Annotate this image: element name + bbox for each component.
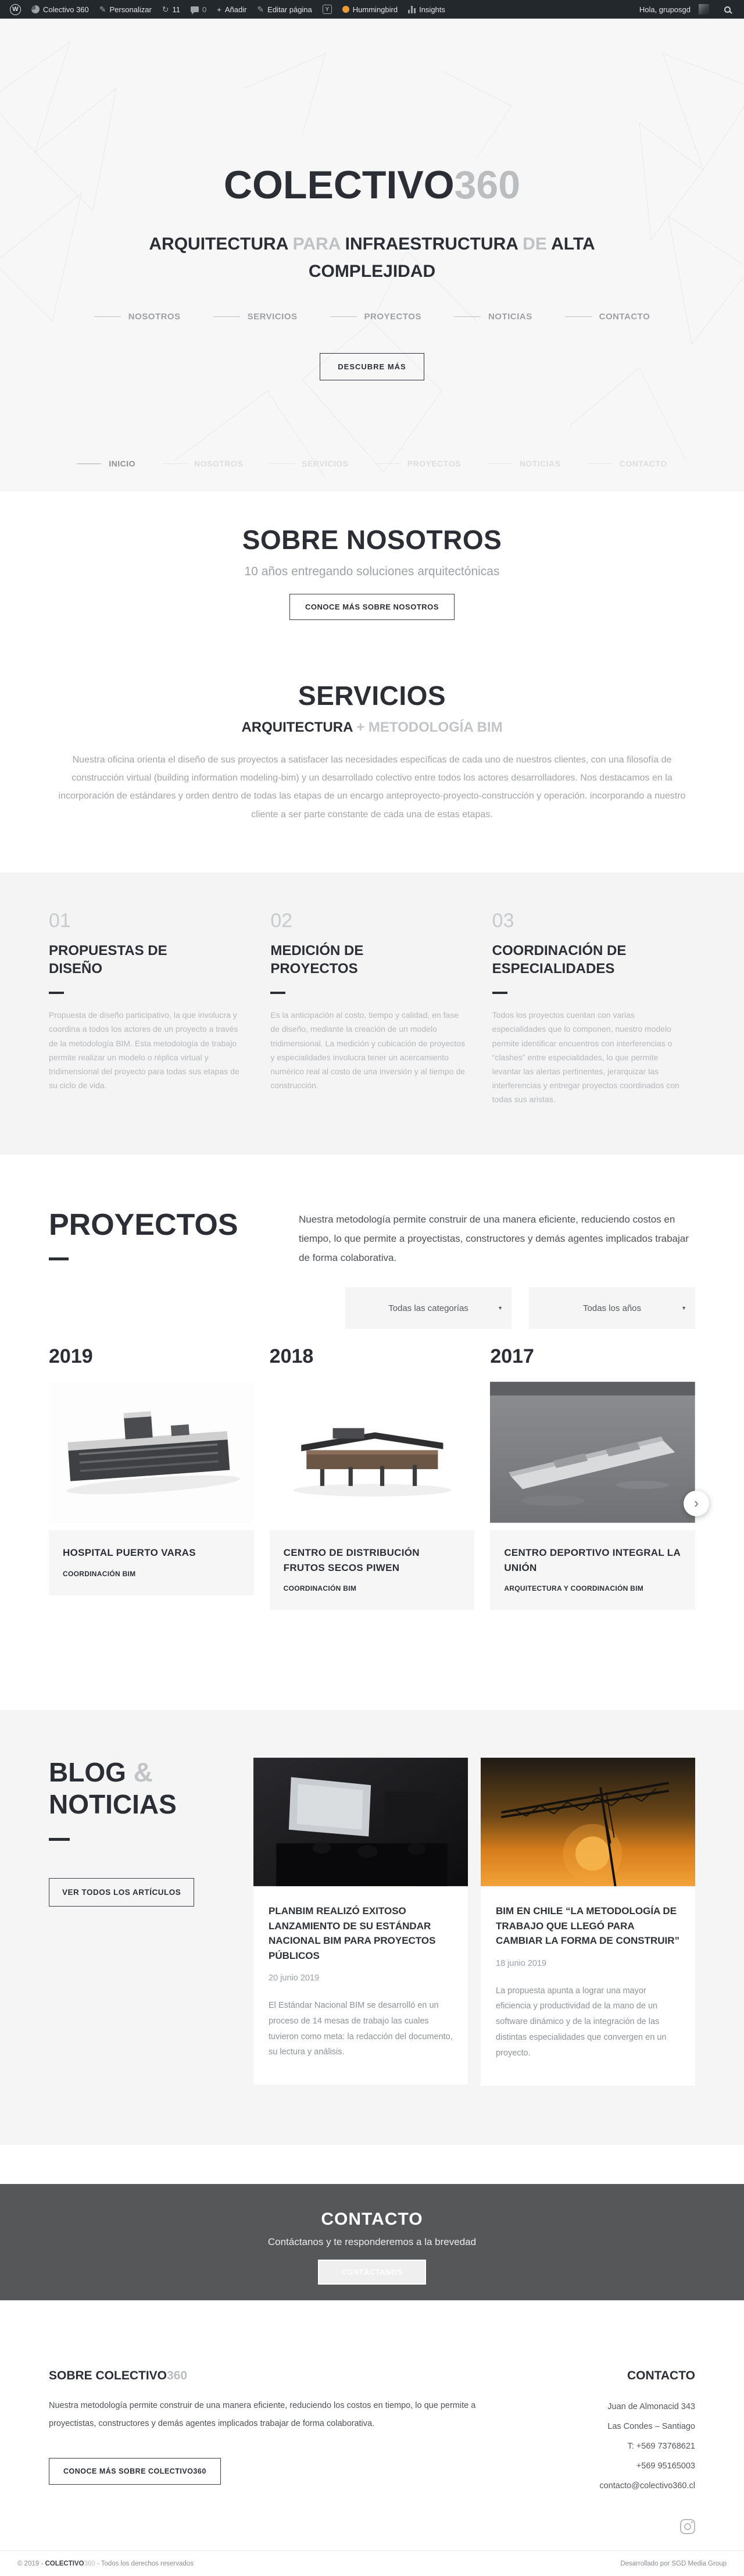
subnav-contacto[interactable] — [588, 459, 667, 468]
edit-page-label: Editar página — [267, 5, 312, 14]
project-title[interactable]: CENTRO DEPORTIVO INTEGRAL LA UNIÓN — [504, 1547, 681, 1573]
article-body — [481, 1887, 695, 2086]
contact-band-subtitle: Contáctanos y te responderemos a la brevedad — [267, 2236, 477, 2247]
subnav-noticias[interactable] — [488, 459, 561, 468]
copyright-brand-accent: 360 — [84, 2560, 95, 2567]
comment-bubble-icon — [191, 6, 199, 12]
services-title: SERVICIOS — [298, 680, 446, 711]
project-year: 2019 — [49, 1345, 93, 1368]
pencil-icon: ✎ — [257, 5, 264, 14]
service-text: Es la anticipación al costo, tiempo y calidad, en fase de diseño, mediante la creación de un modelo tridimensional. La medición y cubicación de proyectos y especialidades involucra tener un acercamiento numérico real al costo de una inversión y al tiempo de construcción. — [270, 1010, 465, 1090]
search-icon — [724, 6, 731, 13]
bottom-bar — [0, 2550, 744, 2576]
edit-page-menu[interactable] — [252, 0, 317, 19]
service-dash — [270, 992, 285, 994]
bar-chart-icon — [408, 6, 416, 13]
footer-about-title — [49, 2369, 479, 2383]
footer — [0, 2300, 744, 2550]
phone-2[interactable]: +569 95165003 — [636, 2461, 695, 2471]
year-filter-select[interactable] — [529, 1287, 695, 1329]
hero-nav-label: PROYECTOS — [364, 312, 421, 322]
footer-brand-main: SOBRE COLECTIVO — [49, 2369, 167, 2382]
update-icon: ↻ — [162, 5, 169, 14]
subnav-nosotros[interactable] — [162, 459, 243, 468]
hero-nav — [0, 312, 744, 322]
chevron-down-icon: ▼ — [498, 1305, 503, 1312]
hero-nav-label: SERVICIOS — [247, 312, 298, 322]
updates-menu[interactable] — [157, 0, 185, 19]
article-image-planbim[interactable] — [253, 1756, 468, 1887]
footer-brand-accent: 360 — [167, 2369, 188, 2382]
article-title[interactable]: BIM EN CHILE “LA METODOLOGÍA DE TRABAJO QUE LLEGÓ PARA CAMBIAR LA FORMA DE CONSTRUIR” — [496, 1905, 680, 1946]
project-info — [270, 1530, 475, 1610]
services-grid — [0, 872, 744, 1155]
project-year: 2017 — [490, 1345, 534, 1368]
service-title: PROPUESTAS DE DISEÑO — [49, 943, 167, 977]
project-title[interactable]: HOSPITAL PUERTO VARAS — [63, 1547, 196, 1559]
site-icon — [31, 5, 40, 13]
about-more-button[interactable]: CONOCE MÁS SOBRE NOSOTROS — [289, 594, 455, 620]
updates-count: 11 — [172, 5, 181, 14]
project-info — [49, 1530, 254, 1595]
copyright — [17, 2560, 194, 2567]
copyright-brand: COLECTIVO — [45, 2560, 84, 2567]
chevron-down-icon: ▼ — [681, 1305, 686, 1312]
carousel-next-button[interactable] — [684, 1491, 709, 1516]
blog-title — [49, 1756, 241, 1820]
service-item — [270, 910, 473, 1155]
projects-dash — [49, 1257, 69, 1260]
insights-label: Insights — [419, 5, 445, 14]
service-number: 03 — [492, 910, 514, 932]
avatar — [699, 4, 709, 15]
comments-menu[interactable] — [185, 0, 212, 19]
services-subtitle-strong: ARQUITECTURA — [241, 719, 353, 735]
account-menu[interactable] — [634, 0, 719, 19]
services-subtitle — [0, 719, 744, 736]
subtitle-strong-2: INFRAESTRUCTURA — [345, 234, 518, 254]
conference-photo-illustration — [253, 1756, 468, 1887]
service-text: Propuesta de diseño participativo, la que involucra y coordina a todos los actores de un proyecto a través de la metodología BIM. Esta metodología de trabajo permite realizar un modelo o réplica virtual y tridimensional del proyecto para todas sus etapas de su ciclo de vida. — [49, 1010, 239, 1090]
subtitle-strong-1: ARQUITECTURA — [149, 234, 288, 254]
service-title: COORDINACIÓN DE ESPECIALIDADES — [492, 943, 627, 977]
contact-us-button[interactable]: CONTÁCTANOS — [318, 2260, 426, 2285]
site-name-label: Colectivo 360 — [43, 5, 89, 14]
article-card[interactable] — [253, 1756, 468, 2145]
service-dash — [492, 992, 507, 994]
subnav-proyectos[interactable] — [375, 459, 461, 468]
brand-main: COLECTIVO — [223, 162, 455, 207]
comments-count: 0 — [202, 5, 207, 14]
nav-dash — [330, 316, 357, 317]
project-year: 2018 — [269, 1345, 314, 1368]
services-intro: Nuestra oficina orienta el diseño de sus proyectos a satisfacer las necesidades específicas de cada uno de nuestros clientes, con una filosofía de construcción virtual (building information modeling-bim) y un desarrollado colectivo entre todos los actores desarrolladores. Nos destacamos en la incorporación de estándares y orden dentro de todas las etapas de un encargo anteproyecto-proyecto-construcción y operación. incorporando a nuestro cliente a ser parte constante de cada una de estas etapas. — [58, 755, 686, 820]
hero-title — [0, 45, 744, 205]
copyright-prefix: © 2019 - — [17, 2560, 45, 2567]
about-subtitle: 10 años entregando soluciones arquitectónicas — [244, 565, 500, 578]
insights-menu[interactable] — [403, 0, 450, 19]
hero-nav-label: NOSOTROS — [128, 312, 181, 322]
discover-more-button[interactable]: DESCUBRE MÁS — [320, 353, 424, 380]
project-category: ARQUITECTURA Y COORDINACIÓN BIM — [504, 1584, 644, 1593]
wordpress-logo-icon: W — [10, 4, 21, 15]
subnav-label: INICIO — [109, 459, 136, 468]
service-text: Todos los proyectos cuentan con varias especialidades que lo componen, nuestro modelo permite identificar encuentros con interferencias o “clashes” entre especialidades, lo que permite levantar las alertas pertinentes, jerarquizar las interferencias y entregar proyectos coordinados con todas sus aristas. — [492, 1010, 679, 1104]
nav-dash — [94, 316, 121, 317]
article-image-bim-chile[interactable] — [481, 1756, 695, 1887]
footer-contact — [599, 2369, 695, 2550]
subnav-inicio[interactable] — [77, 459, 135, 468]
year-filter-value: Todas los años — [582, 1303, 642, 1313]
plus-icon: + — [217, 5, 221, 14]
article-date: 18 junio 2019 — [496, 1958, 547, 1968]
article-card[interactable] — [481, 1756, 695, 2145]
nav-dash — [213, 316, 240, 317]
brand-accent: 360 — [454, 162, 521, 207]
contact-band — [0, 2184, 744, 2300]
nav-dash — [565, 316, 592, 317]
next-arrow-icon: › — [694, 1495, 699, 1512]
project-card[interactable] — [270, 1346, 475, 1610]
services-subtitle-muted: + METODOLOGÍA BIM — [356, 719, 503, 735]
developer-credit[interactable]: Desarrollado por SGD Media Group — [620, 2560, 727, 2567]
article-title[interactable]: PLANBIM REALIZÓ EXITOSO LANZAMIENTO DE SU ESTÁNDAR NACIONAL BIM PARA PROYECTOS PÚBLICOS — [269, 1905, 436, 1961]
service-item — [492, 910, 695, 1155]
footer-more-button[interactable]: CONOCE MÁS SOBRE COLECTIVO360 — [49, 2458, 221, 2485]
about-title: SOBRE NOSOTROS — [242, 525, 502, 555]
subtitle-muted-1: PARA — [292, 234, 341, 254]
service-item — [49, 910, 252, 1155]
address-line-2: Las Condes – Santiago — [607, 2422, 695, 2432]
blog-header — [49, 1756, 241, 2145]
hero-nav-noticias[interactable] — [454, 312, 532, 322]
customize-menu[interactable] — [94, 0, 157, 19]
yoast-menu[interactable] — [317, 0, 337, 19]
blog-section — [0, 1710, 744, 2145]
wp-logo-menu[interactable] — [5, 0, 26, 19]
hummingbird-status-icon — [342, 6, 349, 13]
service-title: MEDICIÓN DE PROYECTOS — [270, 943, 364, 977]
project-image-hospital[interactable] — [49, 1374, 254, 1530]
project-card[interactable] — [490, 1346, 695, 1610]
footer-contact-lines — [599, 2397, 695, 2496]
address-line-1: Juan de Almonacid 343 — [607, 2402, 695, 2411]
hero-nav-servicios[interactable] — [213, 312, 298, 322]
blog-dash — [49, 1838, 70, 1841]
hero-section — [0, 19, 744, 491]
subnav-label: NOTICIAS — [519, 459, 561, 468]
nav-dash — [454, 316, 481, 317]
sports-center-illustration — [490, 1374, 695, 1530]
view-all-articles-button[interactable]: VER TODOS LOS ARTÍCULOS — [49, 1878, 194, 1907]
project-image-frutos-secos[interactable] — [270, 1374, 475, 1530]
site-name-menu[interactable] — [26, 0, 94, 19]
project-image-centro-deportivo[interactable] — [490, 1374, 695, 1530]
project-category: COORDINACIÓN BIM — [283, 1584, 357, 1593]
services-header — [0, 643, 744, 872]
wp-admin-bar — [0, 0, 744, 19]
add-new-label: Añadir — [224, 5, 247, 14]
subnav-servicios[interactable] — [270, 459, 349, 468]
phone-1[interactable]: T: +569 73768621 — [627, 2442, 695, 2452]
service-number: 01 — [49, 910, 71, 932]
project-card[interactable] — [49, 1346, 254, 1595]
footer-about — [49, 2369, 479, 2550]
hospital-model-illustration — [49, 1374, 254, 1530]
subnav-label: CONTACTO — [619, 459, 667, 468]
subnav-label: PROYECTOS — [407, 459, 461, 468]
projects-title: PROYECTOS — [49, 1208, 238, 1242]
subtitle-strong-3: ALTA COMPLEJIDAD — [308, 234, 595, 281]
copyright-suffix: - Todos los derechos reservados — [95, 2560, 194, 2567]
hero-nav-label: CONTACTO — [599, 312, 650, 322]
footer-about-text: Nuestra metodología permite construir de una manera eficiente, reduciendo los costos en tiempo, lo que permite a proyectistas, constructores y demás agentes implicados trabajar de forma colaborativa. — [49, 2401, 476, 2429]
subtitle-muted-2: DE — [523, 234, 547, 254]
yoast-seo-icon: Y — [323, 5, 332, 14]
distribution-center-illustration — [270, 1374, 475, 1530]
projects-intro: Nuestra metodología permite construir de una manera eficiente, reduciendo costos en tiempo, lo que permite a proyectistas, constructores y demás agentes implicados trabajar de forma colaborativa. — [299, 1214, 689, 1264]
hero-nav-label: NOTICIAS — [488, 312, 532, 322]
about-section — [0, 491, 744, 643]
greeting-label: Hola, gruposgd — [639, 5, 691, 14]
hero-bottom-nav — [0, 459, 744, 468]
project-category: COORDINACIÓN BIM — [63, 1569, 136, 1578]
hero-nav-proyectos[interactable] — [330, 312, 421, 322]
contact-band-title: CONTACTO — [321, 2210, 423, 2229]
category-filter-value: Todas las categorías — [388, 1303, 468, 1313]
project-filters — [299, 1287, 695, 1329]
crane-sunset-photo-illustration — [481, 1756, 695, 1887]
hummingbird-menu[interactable] — [337, 0, 403, 19]
email-link[interactable]: contacto@colectivo360.cl — [599, 2481, 695, 2491]
instagram-icon[interactable] — [680, 2519, 695, 2534]
service-number: 02 — [270, 910, 293, 932]
add-new-menu[interactable] — [212, 0, 252, 19]
hero-subtitle — [102, 231, 642, 285]
service-dash — [49, 992, 64, 994]
blog-title-line2: NOTICIAS — [49, 1789, 177, 1820]
brush-icon: ✎ — [99, 5, 106, 14]
footer-contact-title: CONTACTO — [627, 2369, 695, 2382]
subnav-label: NOSOTROS — [194, 459, 244, 468]
article-body — [253, 1887, 468, 2085]
subnav-label: SERVICIOS — [302, 459, 349, 468]
customize-label: Personalizar — [109, 5, 152, 14]
projects-section — [0, 1155, 744, 1710]
hero-nav-nosotros[interactable] — [94, 312, 181, 322]
article-excerpt: El Estándar Nacional BIM se desarrolló en un proceso de 14 mesas de trabajo las cuales tuvieron como meta: la redacción del documento, su lectura y análisis. — [269, 2001, 453, 2057]
blog-title-line1: BLOG — [49, 1757, 126, 1787]
admin-search[interactable] — [719, 0, 739, 19]
project-cards — [49, 1345, 699, 1610]
project-info — [490, 1530, 695, 1610]
hero-nav-contacto[interactable] — [565, 312, 650, 322]
article-excerpt: La propuesta apunta a lograr una mayor eficiencia y productividad de la mano de un software dinámico y de la integración de las distintas especialidades que convergen en un proyecto. — [496, 1986, 667, 2058]
article-date: 20 junio 2019 — [269, 1973, 320, 1983]
blog-title-amp: & — [133, 1757, 153, 1787]
project-title[interactable]: CENTRO DE DISTRIBUCIÓN FRUTOS SECOS PIWEN — [283, 1547, 420, 1573]
category-filter-select[interactable] — [345, 1287, 512, 1329]
hummingbird-label: Hummingbird — [352, 5, 398, 14]
